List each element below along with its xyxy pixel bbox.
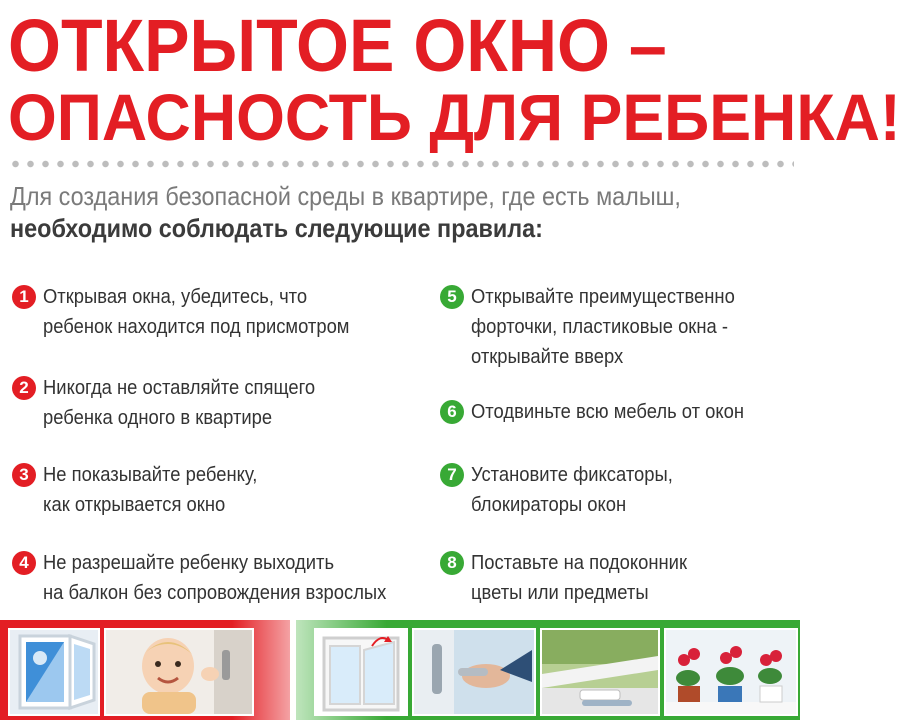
rule-line: Открывая окна, убедитесь, что [43,286,308,308]
number-badge: 3 [12,463,36,487]
number-badge: 4 [12,551,36,575]
rule-8 [440,548,706,608]
number-badge: 2 [12,376,36,400]
rule-line: блокираторы окон [471,494,627,516]
blocker-icon [542,630,658,714]
handle-lock-icon [414,630,534,714]
dotted-divider [8,160,794,168]
rule-line: ребенка одного в квартире [43,407,273,429]
child-at-window-photo [104,628,254,716]
rule-text [471,397,744,427]
intro-line-1: Для создания безопасной среды в квартире, где есть малыш, [10,181,681,211]
tilt-window-icon [316,630,406,714]
rule-5 [440,282,758,372]
rule-line: ребенок находится под присмотром [43,316,350,338]
rule-line: на балкон без сопровождения взрослых [43,582,387,604]
intro-text [10,180,721,244]
rule-3 [12,460,276,520]
rule-line: открывайте вверх [471,346,624,368]
rule-line: Не разрешайте ребенку выходить [43,552,335,574]
number-badge: 5 [440,285,464,309]
rule-line: Открывайте преимущественно [471,286,735,308]
window-lock-photo [412,628,536,716]
rule-line: Установите фиксаторы, [471,464,673,486]
rule-line: Не показывайте ребенку, [43,464,258,486]
rule-4 [12,548,416,608]
intro-line-2: необходимо соблюдать следующие правила: [10,213,543,243]
rule-text [471,282,735,372]
flowers-icon [666,630,796,714]
rule-line: форточки, пластиковые окна - [471,316,728,338]
open-window-icon [10,630,98,714]
rule-text [43,373,315,433]
rule-text [471,460,673,520]
rule-1 [12,282,376,342]
title-line-2: ОПАСНОСТЬ ДЛЯ РЕБЕНКА! [8,80,901,154]
rule-line: цветы или предметы [471,582,649,604]
number-badge: 7 [440,463,464,487]
child-icon [106,630,252,714]
rule-line: как открывается окно [43,494,226,516]
windowsill-flowers-photo [664,628,798,716]
number-badge: 8 [440,551,464,575]
number-badge: 6 [440,400,464,424]
rule-6 [440,397,768,427]
rule-7 [440,460,690,520]
rule-text [471,548,687,608]
number-badge: 1 [12,285,36,309]
danger-photo-strip [0,620,290,720]
rule-text [43,548,386,608]
open-window-photo [8,628,100,716]
rule-text [43,282,349,342]
rule-text [43,460,257,520]
rule-line: Отодвиньте всю мебель от окон [471,401,745,423]
tilt-window-photo [314,628,408,716]
window-blocker-photo [540,628,660,716]
safety-photo-strip [296,620,800,720]
rule-line: Никогда не оставляйте спящего [43,377,316,399]
rule-line: Поставьте на подоконник [471,552,688,574]
rule-2 [12,373,339,433]
title-line-1: ОТКРЫТОЕ ОКНО – [8,4,667,87]
